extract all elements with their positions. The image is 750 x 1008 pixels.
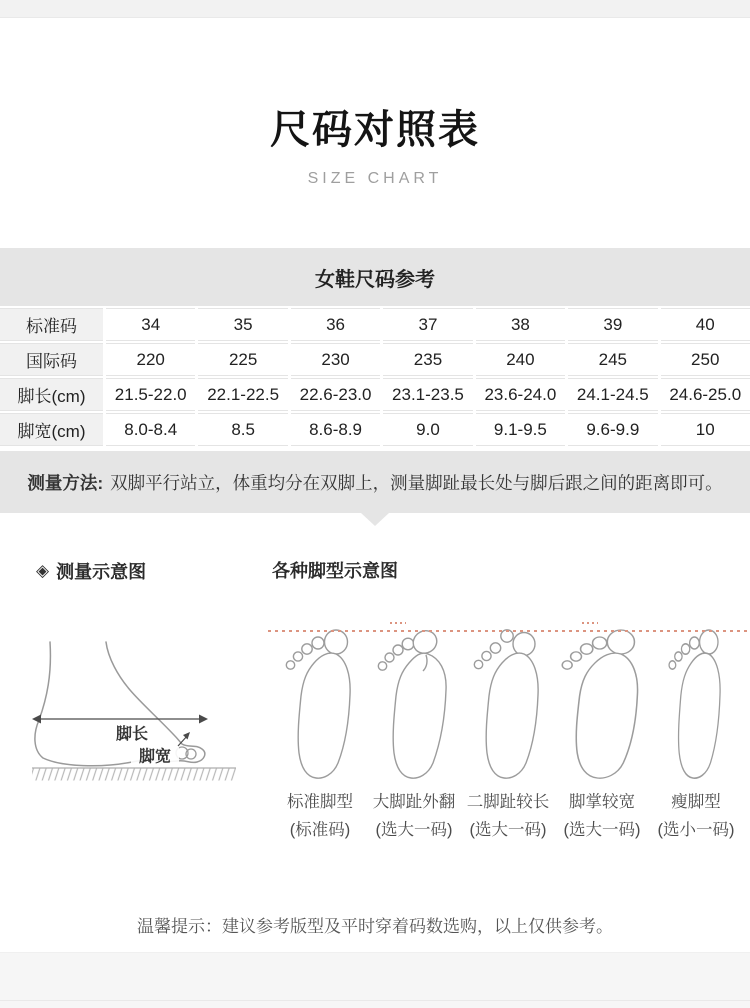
table-cell: 9.0 [383,413,472,446]
table-cell: 23.6-24.0 [476,378,565,411]
bottom-hairline [0,1000,750,1001]
banner-pointer [361,513,389,526]
overshoot-tick [582,622,598,624]
measure-diagram-title-text: 测量示意图 [56,562,147,582]
table-cell: 8.0-8.4 [106,413,195,446]
table-cell: 8.5 [198,413,287,446]
overshoot-tick [390,622,406,624]
row-label-cell: 标准码 [0,308,103,341]
foot-type-advice: (选大一码) [375,821,453,839]
diamond-icon: ◈ [36,560,50,581]
footprint-wide [556,628,648,780]
foot-types-title: 各种脚型示意图 [272,561,398,581]
size-table [0,248,750,446]
table-cell: 35 [198,308,287,341]
footer-tip: 温馨提示：建议参考版型及平时穿着码数选购，以上仅供参考。 [137,917,613,936]
foot-type-name: 二脚趾较长 [466,793,550,811]
foot-type-wide [556,628,648,840]
measure-diagram-title [0,556,252,586]
table-cell: 245 [568,343,657,376]
table-cell: 235 [383,343,472,376]
table-cell: 9.1-9.5 [476,413,565,446]
foot-type-standard [274,628,366,840]
table-cell: 220 [106,343,195,376]
footprint-long-second-toe [462,628,554,780]
page-subtitle: SIZE CHART [307,170,443,187]
table-cell: 24.1-24.5 [568,378,657,411]
table-row-foot-width [0,413,750,446]
measure-method-label: 测量方法: [27,472,104,493]
table-cell: 250 [661,343,750,376]
table-cell: 37 [383,308,472,341]
foot-type-advice: (选大一码) [469,821,547,839]
foot-type-thin [650,628,742,840]
row-label-cell: 国际码 [0,343,103,376]
diagram-section [0,556,750,856]
table-cell: 34 [106,308,195,341]
foot-type-advice: (选大一码) [563,821,641,839]
measure-diagram-block [0,556,252,856]
page-title: 尺码对照表 [270,108,480,152]
arrow-head-right [199,715,208,724]
bottom-strip [0,952,750,1008]
footprint-bunion [368,628,460,780]
table-cell: 38 [476,308,565,341]
arrow-head-left [32,715,41,724]
table-cell: 9.6-9.9 [568,413,657,446]
table-cell: 22.1-22.5 [198,378,287,411]
table-cell: 23.1-23.5 [383,378,472,411]
foot-types-block [252,556,750,856]
table-row-intl-size [0,343,750,376]
table-cell: 230 [291,343,380,376]
table-cell: 39 [568,308,657,341]
table-cell: 225 [198,343,287,376]
width-arrow-head [183,732,190,740]
toe-alignment-dotted-line [268,630,748,632]
table-cell: 40 [661,308,750,341]
table-cell: 21.5-22.0 [106,378,195,411]
size-table-title: 女鞋尺码参考 [0,248,750,306]
table-cell: 10 [661,413,750,446]
foot-type-name: 瘦脚型 [671,793,721,811]
table-cell: 22.6-23.0 [291,378,380,411]
row-label-cell: 脚宽(cm) [0,413,103,446]
ground-hatch [32,769,236,781]
table-row-foot-length [0,378,750,411]
table-cell: 240 [476,343,565,376]
page-header [0,18,750,188]
table-cell: 24.6-25.0 [661,378,750,411]
foot-type-advice: (选小一码) [657,821,735,839]
top-strip [0,0,750,18]
footprint-standard [274,628,366,780]
foot-sideview-diagram [30,640,240,790]
foot-type-advice: (标准码) [289,821,351,839]
foot-length-label: 脚长 [115,726,149,743]
foot-type-name: 大脚趾外翻 [372,793,456,811]
foot-type-name: 标准脚型 [287,793,353,811]
footprint-thin [650,628,742,780]
foot-type-name: 脚掌较宽 [569,793,635,811]
table-cell: 36 [291,308,380,341]
table-row-standard-size [0,308,750,341]
measure-method-text: 双脚平行站立，体重均分在双脚上，测量脚趾最长处与脚后跟之间的距离即可。 [110,472,723,493]
row-label-cell: 脚长(cm) [0,378,103,411]
foot-type-bunion [368,628,460,840]
table-cell: 8.6-8.9 [291,413,380,446]
foot-types-row [264,628,750,840]
foot-type-long-second-toe [462,628,554,840]
foot-width-label: 脚宽 [138,748,172,766]
measure-method-banner [0,451,750,513]
